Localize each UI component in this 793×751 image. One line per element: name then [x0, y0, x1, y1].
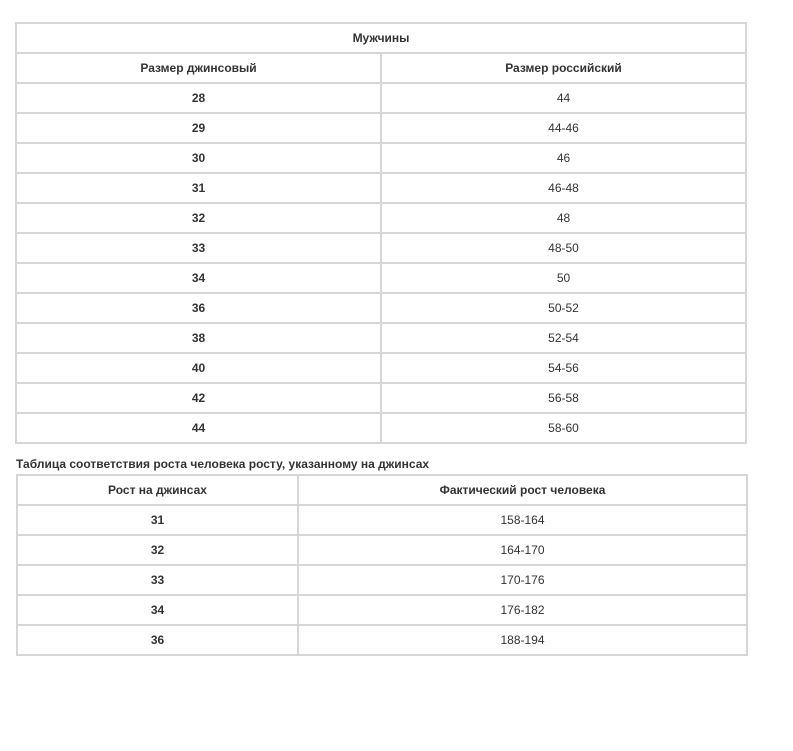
russian-size-cell: 54-56	[381, 353, 746, 383]
men-size-table	[15, 22, 747, 444]
jeans-height-cell: 36	[17, 625, 298, 655]
russian-size-cell: 58-60	[381, 413, 746, 443]
actual-height-cell: 176-182	[298, 595, 747, 625]
russian-size-cell: 50-52	[381, 293, 746, 323]
actual-height-cell: 188-194	[298, 625, 747, 655]
jeans-size-cell: 29	[16, 113, 381, 143]
actual-height-cell: 158-164	[298, 505, 747, 535]
jeans-height-cell: 31	[17, 505, 298, 535]
jeans-height-cell: 32	[17, 535, 298, 565]
jeans-size-cell: 38	[16, 323, 381, 353]
height-table	[16, 474, 748, 656]
table-row	[16, 83, 746, 113]
men-table-title-row	[16, 23, 746, 53]
actual-height-cell: 170-176	[298, 565, 747, 595]
table-row	[16, 263, 746, 293]
header-actual-height: Фактический рост человека	[298, 475, 747, 505]
table-row	[17, 595, 747, 625]
russian-size-cell: 56-58	[381, 383, 746, 413]
jeans-height-cell: 34	[17, 595, 298, 625]
jeans-size-cell: 36	[16, 293, 381, 323]
russian-size-cell: 44	[381, 83, 746, 113]
table-row	[17, 535, 747, 565]
header-jeans-height: Рост на джинсах	[17, 475, 298, 505]
russian-size-cell: 46	[381, 143, 746, 173]
table-row	[16, 293, 746, 323]
jeans-size-cell: 30	[16, 143, 381, 173]
table-row	[17, 505, 747, 535]
jeans-size-cell: 32	[16, 203, 381, 233]
table-row	[16, 383, 746, 413]
header-jeans-size: Размер джинсовый	[16, 53, 381, 83]
jeans-size-cell: 28	[16, 83, 381, 113]
table-row	[16, 143, 746, 173]
table-row	[16, 323, 746, 353]
table-row	[16, 203, 746, 233]
russian-size-cell: 44-46	[381, 113, 746, 143]
jeans-size-cell: 31	[16, 173, 381, 203]
jeans-size-cell: 33	[16, 233, 381, 263]
russian-size-cell: 46-48	[381, 173, 746, 203]
actual-height-cell: 164-170	[298, 535, 747, 565]
table-row	[16, 413, 746, 443]
jeans-size-cell: 40	[16, 353, 381, 383]
jeans-size-cell: 42	[16, 383, 381, 413]
russian-size-cell: 48-50	[381, 233, 746, 263]
russian-size-cell: 50	[381, 263, 746, 293]
table-row	[16, 173, 746, 203]
table-row	[16, 113, 746, 143]
height-table-header-row	[17, 475, 747, 505]
russian-size-cell: 48	[381, 203, 746, 233]
table-row	[17, 625, 747, 655]
jeans-size-cell: 44	[16, 413, 381, 443]
jeans-height-cell: 33	[17, 565, 298, 595]
russian-size-cell: 52-54	[381, 323, 746, 353]
men-table-title: Мужчины	[16, 23, 746, 53]
men-table-header-row	[16, 53, 746, 83]
table-row	[17, 565, 747, 595]
jeans-size-cell: 34	[16, 263, 381, 293]
table-row	[16, 233, 746, 263]
table-row	[16, 353, 746, 383]
header-russian-size: Размер российский	[381, 53, 746, 83]
height-table-caption: Таблица соответствия роста человека росту, указанному на джинсах	[16, 457, 430, 471]
